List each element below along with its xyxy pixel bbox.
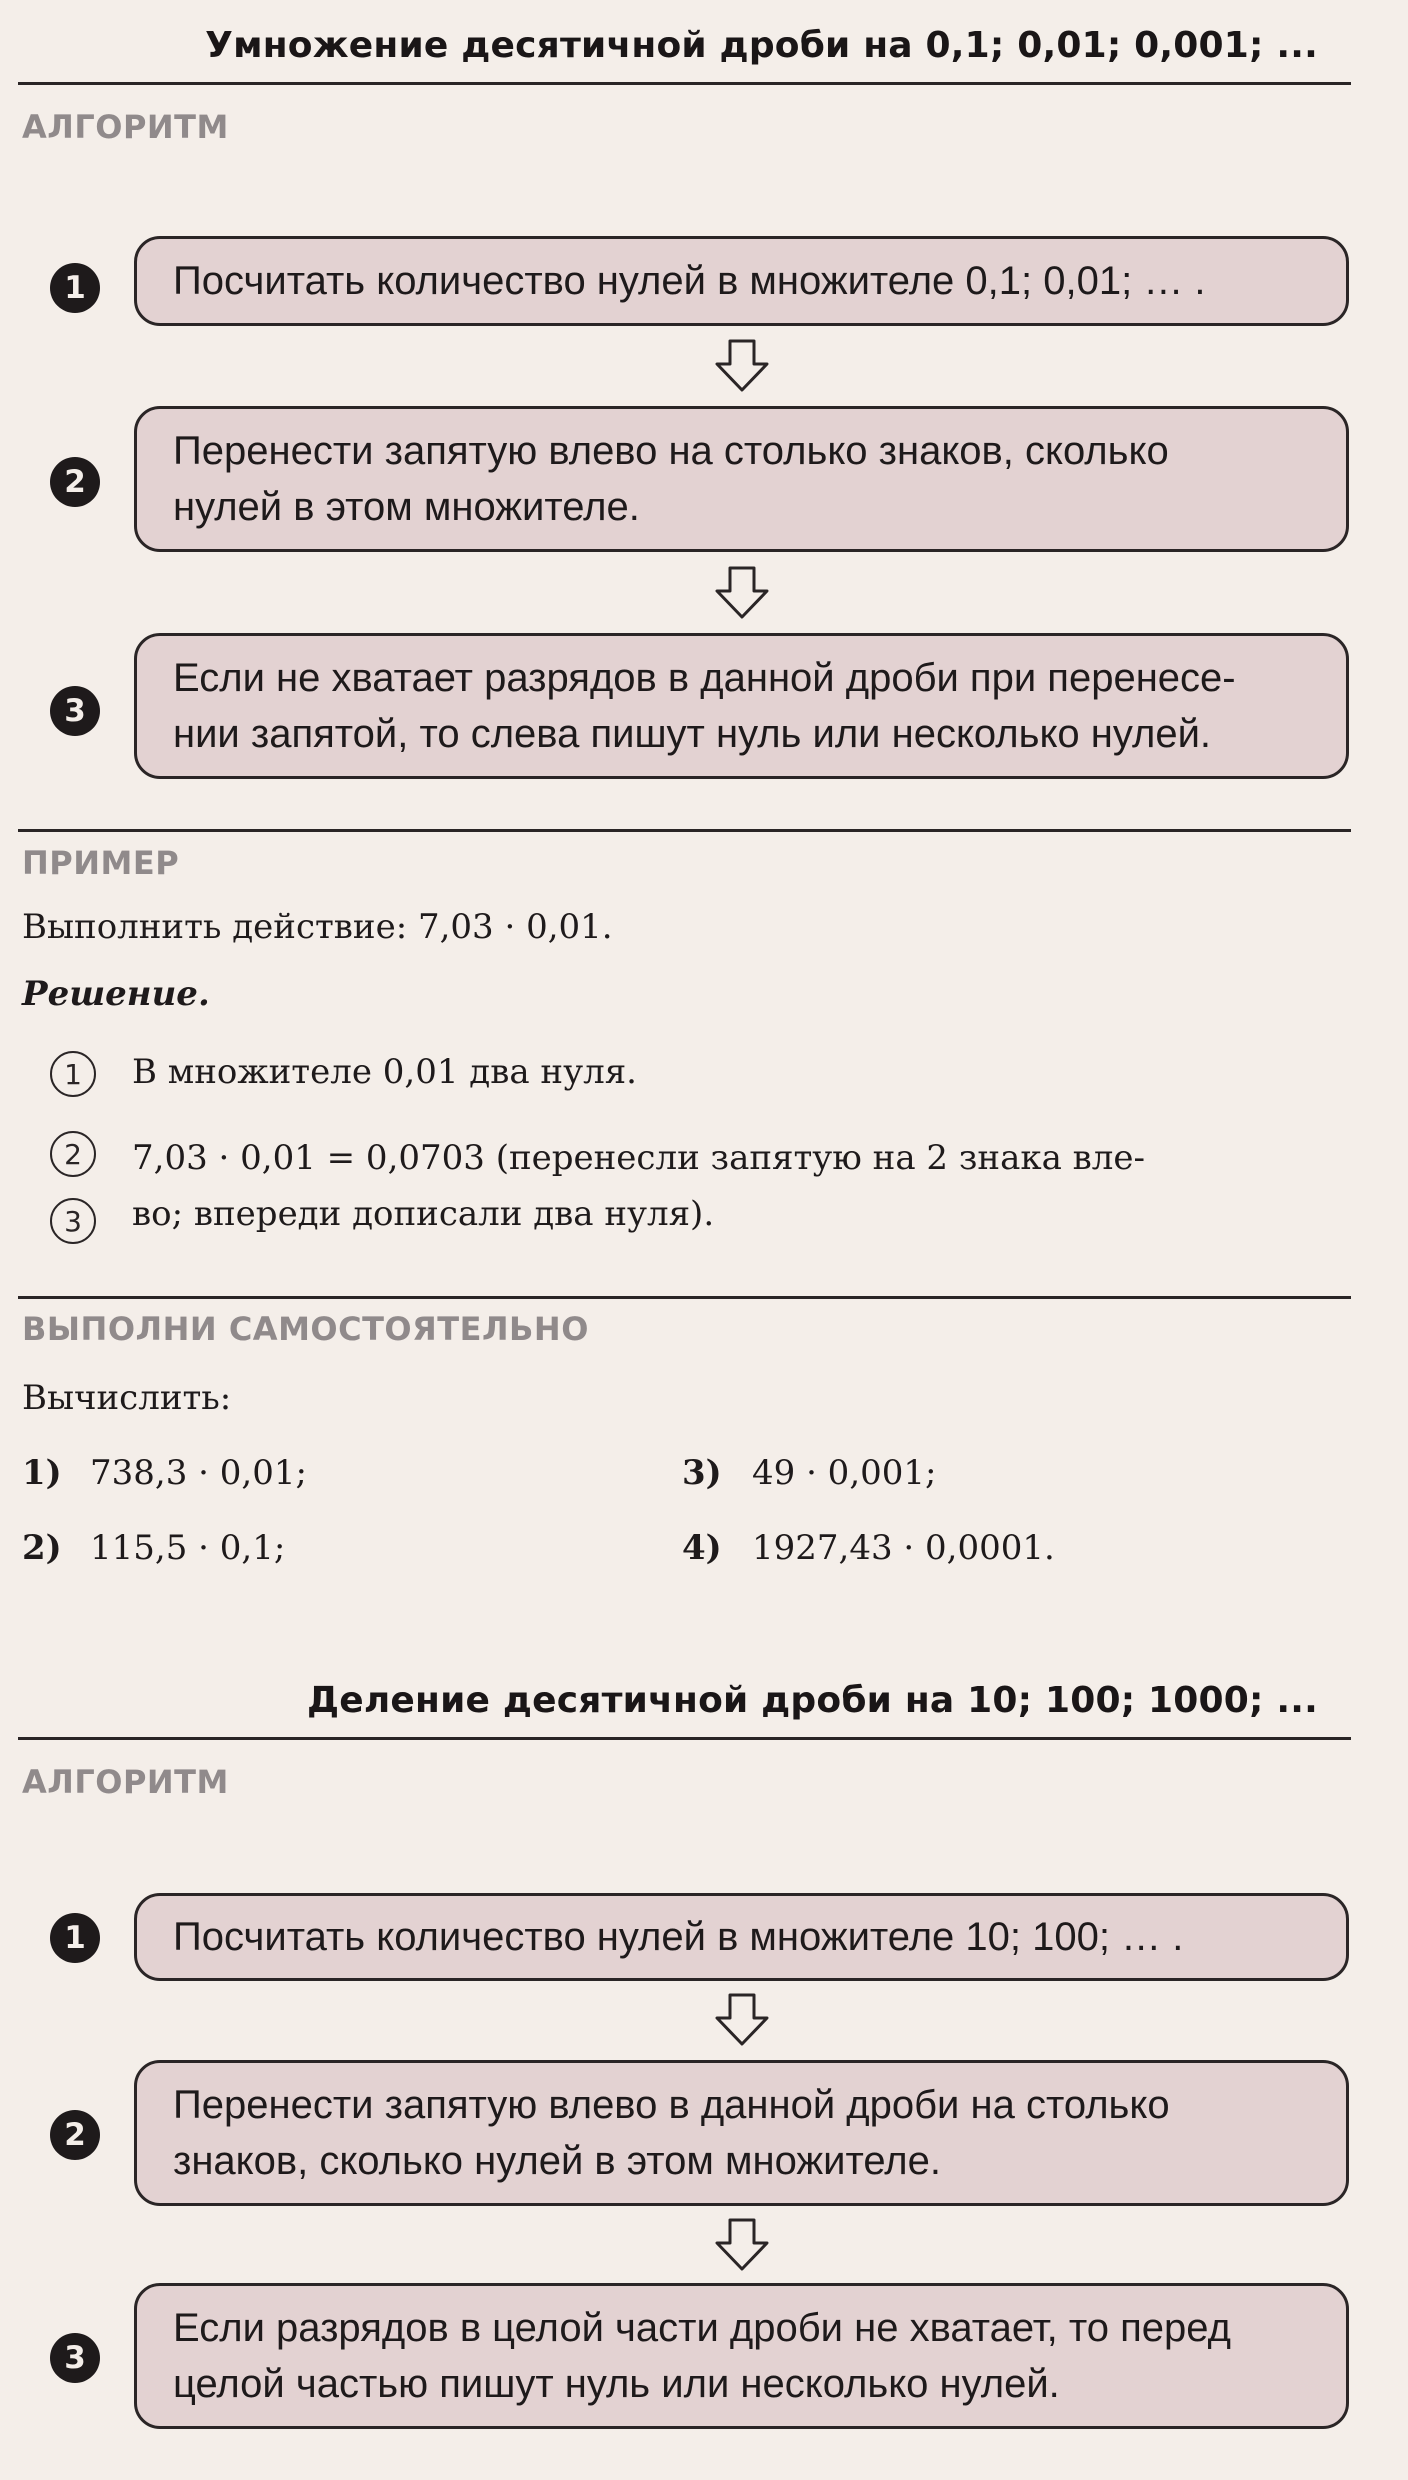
task-number: 3) (682, 1453, 722, 1493)
step-number-2: 2 (50, 457, 100, 507)
task-expression: 1927,43 · 0,0001. (752, 1528, 1055, 1568)
divider (18, 82, 1351, 85)
step-text: Перенести запятую влево в данной дроби на столько знаков, сколько нулей в этом множителе. (173, 2083, 1170, 2183)
step-text: Если не хватает разрядов в данной дроби при перенесе- нии запятой, то слева пишут нуль или несколько нулей. (173, 656, 1236, 756)
solution-line: 7,03 · 0,01 = 0,0703 (перенесли запятую на 2 знака вле- (132, 1138, 1146, 1178)
step-number-3: 3 (50, 2333, 100, 2383)
algorithm-step-3 (134, 633, 1349, 779)
step-number-3: 3 (50, 686, 100, 736)
step-number-1: 1 (50, 1913, 100, 1963)
practice-prompt: Вычислить: (22, 1378, 232, 1418)
circled-number-3: 3 (50, 1198, 96, 1244)
step-text: Если разрядов в целой части дроби не хватает, то перед целой частью пишут нуль или несколько нулей. (173, 2306, 1231, 2406)
step-text: Посчитать количество нулей в множителе 10; 100; … . (173, 1915, 1184, 1959)
section-title: Деление десятичной дроби на 10; 100; 1000; ... (306, 1680, 1318, 1721)
task-number: 1) (22, 1453, 62, 1493)
task-expression: 738,3 · 0,01; (90, 1453, 307, 1493)
down-arrow-icon (712, 338, 772, 394)
step-number-2: 2 (50, 2110, 100, 2160)
step-number-1: 1 (50, 263, 100, 313)
task-number: 4) (682, 1528, 722, 1568)
step-text: Посчитать количество нулей в множителе 0,1; 0,01; … . (173, 259, 1206, 303)
algorithm-step-2 (134, 2060, 1349, 2206)
algorithm-step-1 (134, 236, 1349, 326)
down-arrow-icon (712, 2217, 772, 2273)
example-label: ПРИМЕР (22, 844, 180, 882)
algorithm-step-3 (134, 2283, 1349, 2429)
task-expression: 49 · 0,001; (752, 1453, 937, 1493)
solution-line: во; впереди дописали два нуля). (132, 1194, 715, 1234)
algorithm-label: АЛГОРИТМ (22, 1763, 229, 1801)
down-arrow-icon (712, 1992, 772, 2048)
solution-line: В множителе 0,01 два нуля. (132, 1052, 637, 1092)
down-arrow-icon (712, 565, 772, 621)
algorithm-step-1 (134, 1893, 1349, 1981)
example-task: Выполнить действие: 7,03 · 0,01. (22, 907, 613, 947)
task-number: 2) (22, 1528, 62, 1568)
task-expression: 115,5 · 0,1; (90, 1528, 286, 1568)
divider (18, 829, 1351, 832)
solution-label: Решение. (22, 974, 210, 1014)
section-title: Умножение десятичной дроби на 0,1; 0,01; 0,001; ... (205, 25, 1318, 66)
circled-number-2: 2 (50, 1131, 96, 1177)
circled-number-1: 1 (50, 1051, 96, 1097)
algorithm-label: АЛГОРИТМ (22, 108, 229, 146)
divider (18, 1737, 1351, 1740)
practice-label: ВЫПОЛНИ САМОСТОЯТЕЛЬНО (22, 1310, 589, 1348)
divider (18, 1296, 1351, 1299)
algorithm-step-2 (134, 406, 1349, 552)
step-text: Перенести запятую влево на столько знаков, сколько нулей в этом множителе. (173, 429, 1169, 529)
